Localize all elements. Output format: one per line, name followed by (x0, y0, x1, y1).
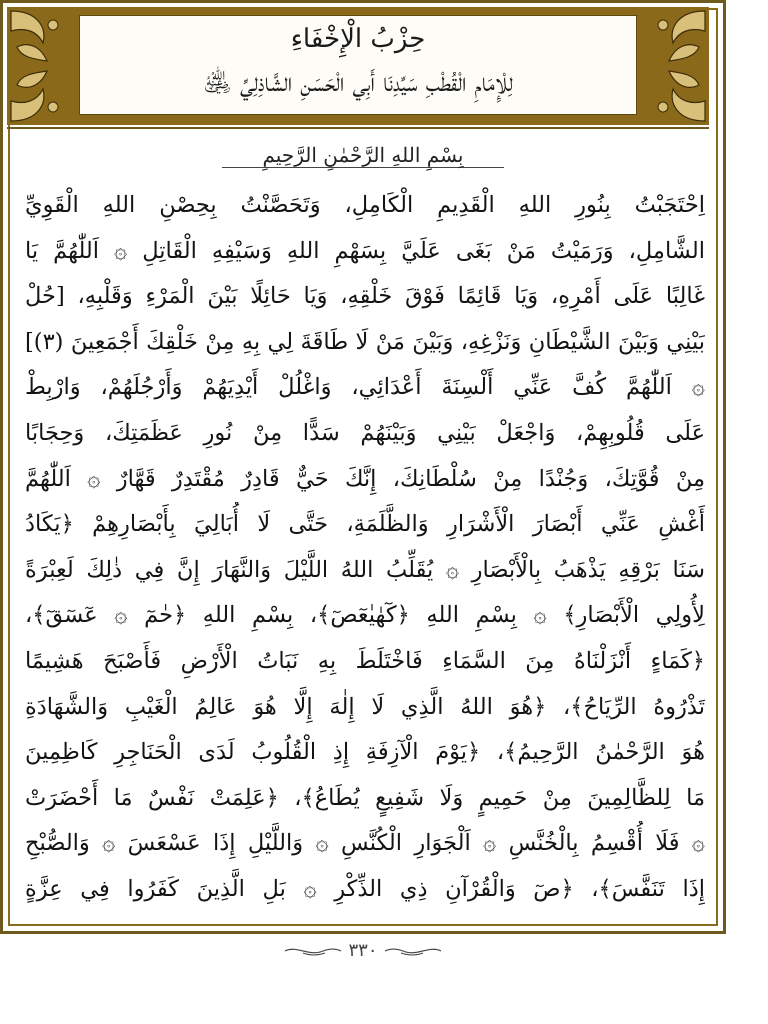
text-line: غَالِبًا عَلَى أَمْرِهِ، وَيَا قَائِمًا فَوْقَ خَلْقِهِ، وَيَا حَائِلًا بَيْنَ الْمَرْءِ وَقَلْبِهِ، [حُلْ (25, 283, 705, 310)
page-subtitle: لِلْإِمَامِ الْقُطْبِ سَيِّدِنَا أَبِي الْحَسَنِ الشَّاذِلِيِّ ﵁ (203, 68, 513, 98)
text-line: مَا لِلظَّالِمِينَ مِنْ حَمِيمٍ وَلَا شَفِيعٍ يُطَاعُ﴾، ﴿عَلِمَتْ نَفْسٌ مَا أَحْضَرَتْ (25, 784, 705, 811)
text-line: عَلَى قُلُوبِهِمْ، وَاجْعَلْ بَيْنِي وَبَيْنَهُمْ سَدًّا مِنْ نُورِ عَظَمَتِكَ، وَحِجَابًا (25, 419, 705, 446)
basmala (213, 143, 513, 177)
page-title: حِزْبُ الْإِخْفَاءِ (290, 24, 426, 54)
text-line: بَيْنِي وَبَيْنَ الشَّيْطَانِ وَنَزْغِهِ، وَبَيْنَ مَنْ لَا طَاقَةَ لِي بِهِ مِنْ خَلْقِكَ أَجْمَعِينَ (٣)] (25, 328, 705, 355)
basmala-text: بِسْمِ اللهِ الرَّحْمٰنِ الرَّحِيمِ (222, 143, 503, 168)
text-line: لِأُولِي الْأَبْصَارِ﴾ ۞ بِسْمِ اللهِ ﴿كٓهٰيٰعٓصٓ﴾، بِسْمِ اللهِ ﴿حٰمٓ ۞ عٓسٓقٓ﴾، (25, 602, 705, 629)
text-line: أَغْشِ عَنِّي أَبْصَارَ الْأَشْرَارِ وَالظَّلَمَةِ، حَتَّى لَا أُبَالِيَ بِأَبْصَارِهِمْ ﴿يَكَادُ (25, 511, 705, 538)
corner-ornament-icon (7, 7, 87, 67)
title-panel (79, 15, 637, 115)
corner-ornament-icon (629, 65, 709, 125)
text-line: تَذْرُوهُ الرِّيَاحُ﴾، ﴿هُوَ اللهُ الَّذِي لَا إِلٰهَ إِلَّا هُوَ عَالِمُ الْغَيْبِ وَالشَّهَادَةِ (25, 693, 705, 720)
corner-ornament-icon (7, 65, 87, 125)
text-line: سَنَا بَرْقِهِ يَذْهَبُ بِالْأَبْصَارِ ۞ يُقَلِّبُ اللهُ اللَّيْلَ وَالنَّهَارَ إِنَّ فِي ذٰلِكَ لَعِبْرَةً (25, 556, 705, 583)
text-line: مِنْ قُوَّتِكَ، وَجُنْدًا مِنْ سُلْطَانِكَ، إِنَّكَ حَيٌّ قَادِرٌ مُقْتَدِرٌ قَهَّارٌ ۞ اَللّٰهُمَّ (25, 465, 705, 492)
text-line: هُوَ الرَّحْمٰنُ الرَّحِيمُ﴾، ﴿يَوْمَ الْآزِفَةِ إِذِ الْقُلُوبُ لَدَى الْحَنَاجِرِ كَاظِمِينَ (25, 739, 705, 766)
flourish-left-icon (283, 944, 343, 958)
text-line: اِحْتَجَبْتُ بِنُورِ اللهِ الْقَدِيمِ الْكَامِلِ، وَتَحَصَّنْتُ بِحِصْنِ اللهِ الْقَوِيِّ (25, 192, 705, 218)
text-line: الشَّامِلِ، وَرَمَيْتُ مَنْ بَغَى عَلَيَّ بِسَهْمِ اللهِ وَسَيْفِهِ الْقَاتِلِ ۞ اَللّٰهُمَّ يَا (25, 237, 705, 264)
title-header (7, 7, 709, 125)
body-text (25, 183, 705, 913)
header-divider (7, 127, 709, 129)
text-line: ۞ فَلَا أُقْسِمُ بِالْخُنَّسِ ۞ اَلْجَوَارِ الْكُنَّسِ ۞ وَاللَّيْلِ إِذَا عَسْعَسَ ۞ وَالصُّبْحِ (25, 830, 705, 857)
flourish-right-icon (383, 944, 443, 958)
text-line: إِذَا تَنَفَّسَ﴾، ﴿صٓ وَالْقُرْآنِ ذِي الذِّكْرِ ۞ بَلِ الَّذِينَ كَفَرُوا فِي عِزَّةٍ (25, 875, 705, 902)
text-line: ﴿كَمَاءٍ أَنْزَلْنَاهُ مِنَ السَّمَاءِ فَاخْتَلَطَ بِهِ نَبَاتُ الْأَرْضِ فَأَصْبَحَ هَشِيمًا (25, 647, 705, 674)
corner-ornament-icon (629, 7, 709, 67)
page-number-footer (0, 940, 726, 961)
text-line: ۞ اَللّٰهُمَّ كُفَّ عَنِّي أَلْسِنَةَ أَعْدَائِي، وَاغْلُلْ أَيْدِيَهُمْ وَأَرْجُلَهُمْ، وَارْبِطْ (25, 374, 705, 401)
page-number: ٣٣٠ (348, 940, 378, 961)
